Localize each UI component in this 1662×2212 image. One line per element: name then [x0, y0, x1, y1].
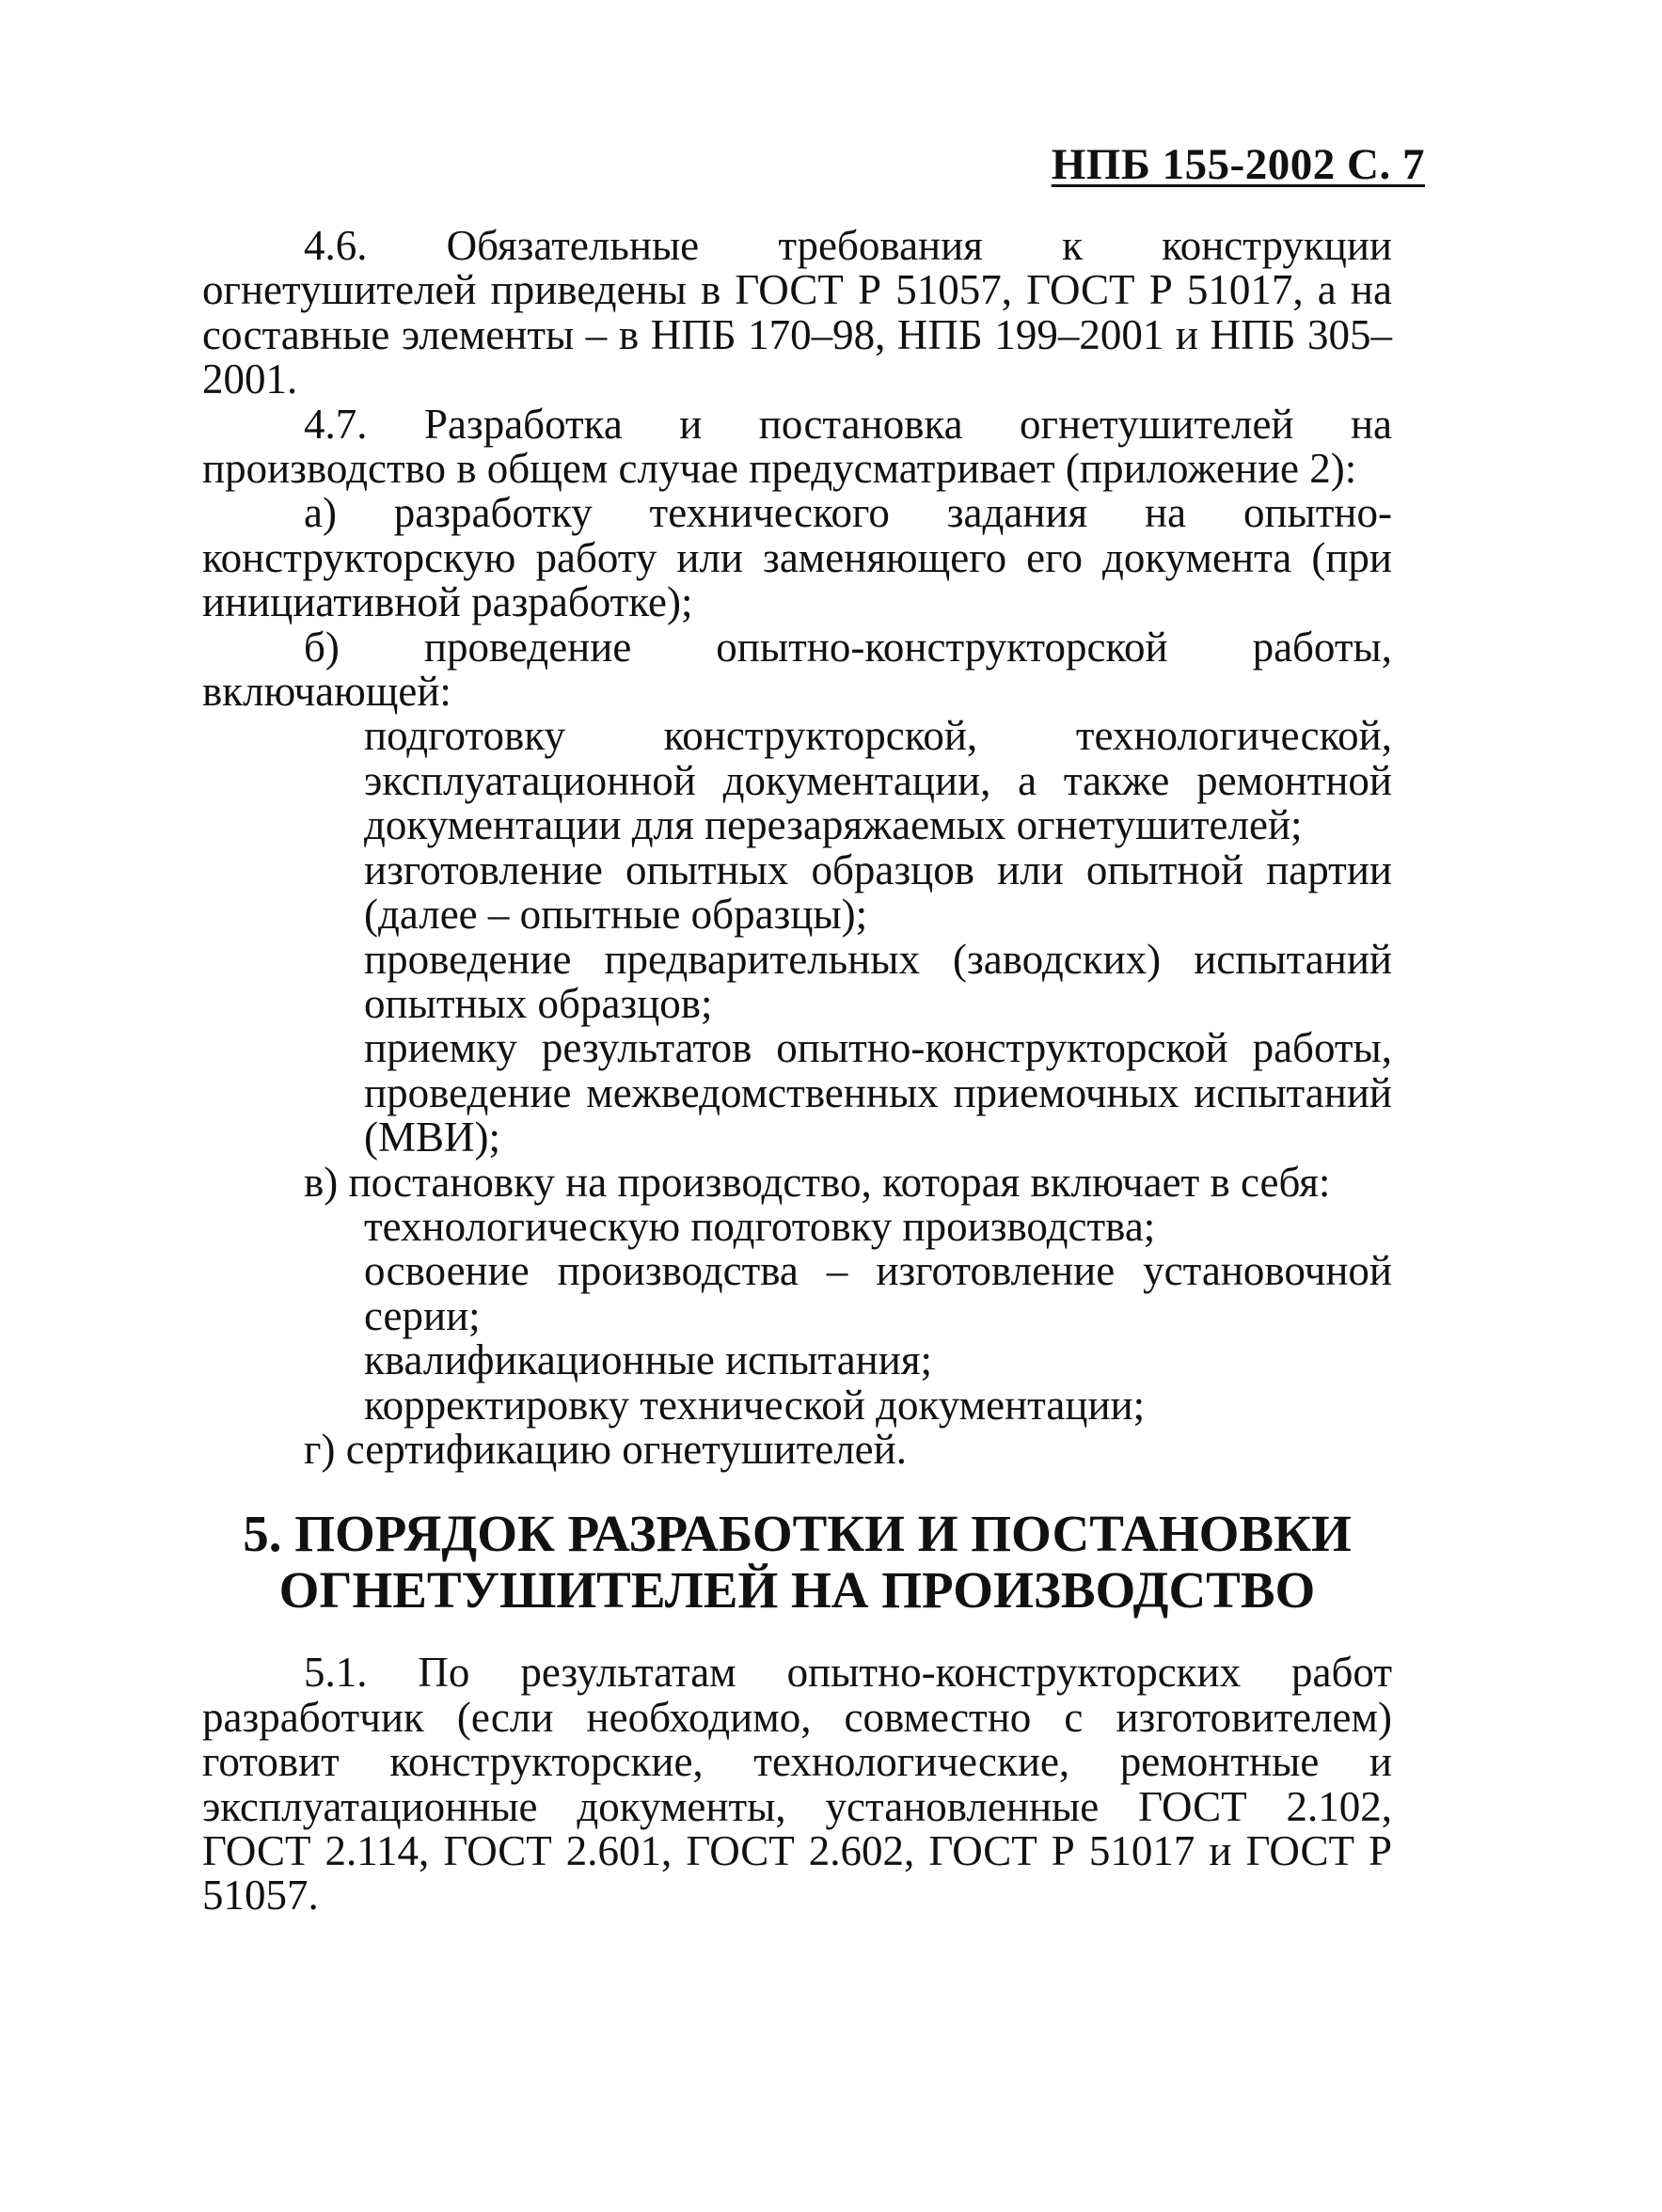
sub-item-v1: технологическую подготовку производства;: [364, 1202, 1156, 1250]
sub-item-v2: освоение производства – изготовление установочной серии;: [364, 1247, 1392, 1339]
section-5-heading: [202, 1506, 1392, 1619]
sub-item-b2: изготовление опытных образцов или опытной партии (далее – опытные образцы);: [364, 845, 1392, 939]
paragraph-5-1: 5.1. По результатам опытно-конструкторских работ разработчик (если необходимо, совместно с изготовителем) готовит конструкторские, технологические, ремонтные и эксплуатационные документы, установленные ГОСТ 2.102, ГОСТ 2.114, ГОСТ 2.601, ГОСТ 2.602, ГОСТ Р 51017 и ГОСТ Р 51057.: [202, 1649, 1392, 1920]
sub-item-b1: подготовку конструкторской, технологической, эксплуатационной документации, а также ремонтной документации для перезаряжаемых огнетушителей;: [364, 712, 1392, 849]
paragraph-4-6: 4.6. Обязательные требования к конструкции огнетушителей приведены в ГОСТ Р 51057, ГОСТ Р 51017, а на составные элементы – в НПБ 170–98, НПБ 199–2001 и НПБ 305–2001.: [202, 222, 1392, 403]
document-body: [202, 224, 1392, 1919]
list-item-a: а) разработку технического задания на опытно-конструкторскую работу или заменяющего его документа (при инициативной разработке);: [202, 489, 1392, 626]
page-header: [1052, 139, 1425, 190]
list-item-v: в) постановку на производство, которая включает в себя:: [304, 1158, 1331, 1206]
section-5-heading-line2: ОГНЕТУШИТЕЛЕЙ НА ПРОИЗВОДСТВО: [278, 1561, 1316, 1620]
sub-item-b3: проведение предварительных (заводских) испытаний опытных образцов;: [364, 935, 1392, 1027]
paragraph-4-7: 4.7. Разработка и постановка огнетушителей на производство в общем случае предусматривает (приложение 2):: [202, 400, 1392, 493]
sub-item-v3: квалификационные испытания;: [364, 1336, 933, 1384]
list-item-b: б) проведение опытно-конструкторской работы, включающей:: [202, 623, 1392, 716]
sub-item-v4: корректировку технической документации;: [364, 1381, 1146, 1429]
page-reference: НПБ 155-2002 С. 7: [1051, 140, 1425, 189]
list-item-g: г) сертификацию огнетушителей.: [304, 1425, 907, 1473]
sub-item-b4: приемку результатов опытно-конструкторской работы, проведение межведомственных приемочных испытаний (МВИ);: [364, 1024, 1392, 1161]
section-5-heading-line1: 5. ПОРЯДОК РАЗРАБОТКИ И ПОСТАНОВКИ: [243, 1505, 1352, 1563]
